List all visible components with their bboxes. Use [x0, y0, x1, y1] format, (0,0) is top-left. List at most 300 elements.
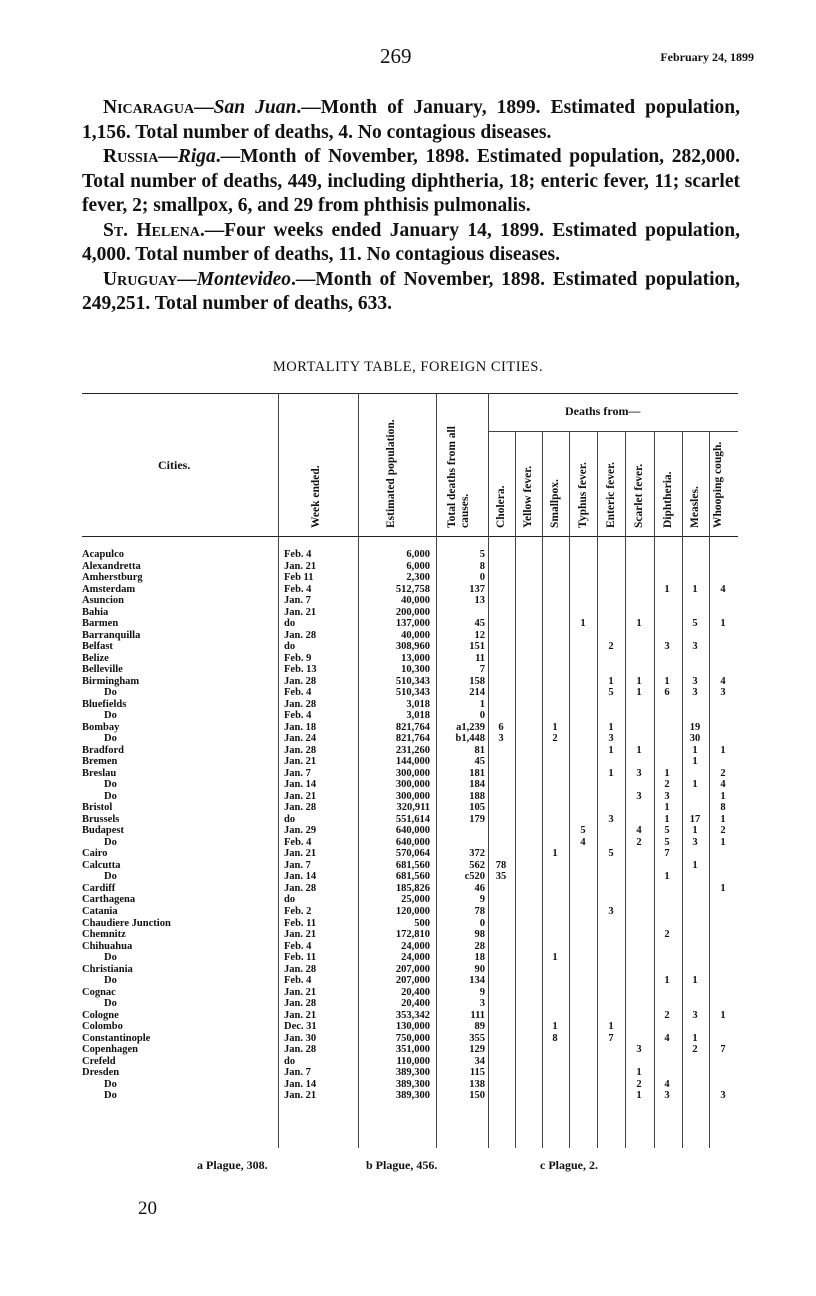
cell-scarlet-fever: 1	[636, 744, 642, 756]
cell-city: Do	[104, 975, 117, 987]
cell-measles: 30	[689, 733, 701, 745]
header-smallpox: Smallpox.	[549, 479, 561, 528]
cell-population: 3,018	[406, 710, 430, 722]
cell-cholera: 6	[498, 721, 504, 733]
header-typhus-fever: Typhus fever.	[577, 462, 589, 528]
cell-city: Acapulco	[82, 549, 124, 560]
cell-diphtheria: 6	[664, 687, 670, 699]
cell-population: 20,400	[401, 998, 430, 1010]
cell-city: Cardiff	[82, 882, 116, 894]
cell-total-deaths: 78	[474, 905, 485, 917]
table-row	[82, 618, 742, 630]
cell-measles: 1	[692, 744, 698, 756]
cell-week: Jan. 28	[284, 802, 317, 814]
cell-total-deaths: 90	[474, 963, 485, 975]
cell-total-deaths: 3	[479, 998, 485, 1010]
cell-population: 750,000	[395, 1032, 430, 1044]
cell-diphtheria: 1	[664, 813, 670, 825]
cell-total-deaths: 98	[474, 929, 485, 941]
cell-week: Jan. 21	[284, 929, 317, 941]
cell-diphtheria: 5	[664, 825, 670, 837]
table-row	[82, 929, 742, 941]
cell-measles: 3	[692, 836, 698, 848]
cell-diphtheria: 4	[664, 1032, 670, 1044]
cell-city: Christiania	[82, 963, 133, 975]
city-name: Riga	[177, 146, 216, 167]
cell-city: Do	[104, 790, 117, 802]
cell-total-deaths: 11	[475, 652, 485, 664]
cell-city: Calcutta	[82, 859, 121, 871]
cell-population: 10,300	[401, 664, 430, 676]
table-row	[82, 894, 742, 906]
cell-city: Do	[104, 1090, 117, 1102]
deaths-from-rule	[488, 431, 738, 432]
table-row	[82, 975, 742, 987]
cell-city: Barmen	[82, 618, 119, 630]
table-row	[82, 607, 742, 619]
cell-cholera: 3	[498, 733, 504, 745]
header-yellow-fever: Yellow fever.	[522, 465, 534, 528]
cell-diphtheria: 1	[664, 583, 670, 595]
footnotes	[0, 1158, 816, 1174]
table-top-rule	[82, 393, 738, 394]
cell-population: 640,000	[395, 825, 430, 837]
cell-population: 510,343	[395, 675, 430, 687]
cell-diphtheria: 2	[664, 779, 670, 791]
cell-week: Jan. 28	[284, 963, 317, 975]
cell-week: Feb. 11	[284, 917, 317, 929]
header-scarlet-fever: Scarlet fever.	[633, 463, 645, 528]
table-row	[82, 1010, 742, 1022]
cell-city: Belize	[82, 652, 109, 664]
cell-population: 320,911	[396, 802, 430, 814]
table-row	[82, 549, 742, 561]
cell-enteric-fever: 3	[608, 733, 614, 745]
cell-total-deaths: b1,448	[455, 733, 485, 745]
cell-week: Feb. 4	[284, 710, 312, 722]
cell-population: 144,000	[395, 756, 430, 768]
footnote-a: a Plague, 308.	[197, 1158, 268, 1172]
cell-week: Jan. 21	[284, 606, 317, 618]
table-row	[82, 802, 742, 814]
table-row	[82, 918, 742, 930]
mortality-table-body	[82, 549, 742, 1102]
table-row	[82, 883, 742, 895]
cell-measles: 3	[692, 1009, 698, 1021]
cell-city: Bristol	[82, 802, 113, 814]
cell-week: Jan. 7	[284, 595, 311, 607]
cell-population: 821,764	[395, 721, 430, 733]
cell-whooping-cough: 4	[720, 779, 726, 791]
cell-population: 353,342	[395, 1009, 430, 1021]
cell-city: Breslau	[82, 767, 117, 779]
cell-week: Jan. 28	[284, 744, 317, 756]
table-row	[82, 676, 742, 688]
cell-week: Jan. 7	[284, 1067, 311, 1079]
table-row	[82, 848, 742, 860]
cell-total-deaths: 0	[479, 917, 485, 929]
cell-total-deaths: 129	[469, 1044, 485, 1056]
table-row	[82, 1056, 742, 1068]
cell-city: Catania	[82, 905, 118, 917]
cell-total-deaths: 0	[479, 572, 485, 584]
cell-diphtheria: 4	[664, 1078, 670, 1090]
cell-week: do	[284, 618, 296, 630]
page-date: February 24, 1899	[660, 50, 754, 64]
cell-smallpox: 1	[552, 721, 558, 733]
cell-measles: 1	[692, 779, 698, 791]
cell-week: Jan. 28	[284, 1044, 317, 1056]
paragraph-text: .—Month of January, 1899. Estimated population, 1,156. Total number of deaths, 4. No contagious diseases.	[82, 97, 740, 143]
cell-total-deaths: 13	[474, 595, 485, 607]
cell-week: Feb. 4	[284, 940, 312, 952]
cell-week: Jan. 7	[284, 767, 311, 779]
header-enteric-fever: Enteric fever.	[605, 462, 617, 528]
cell-week: do	[284, 641, 296, 653]
page-number: 269	[380, 44, 412, 68]
cell-city: Do	[104, 1078, 117, 1090]
cell-total-deaths: 0	[479, 710, 485, 722]
cell-city: Bradford	[82, 744, 124, 756]
cell-total-deaths: 150	[469, 1090, 485, 1102]
cell-total-deaths: 46	[474, 882, 485, 894]
table-row	[82, 1044, 742, 1056]
cell-diphtheria: 3	[664, 790, 670, 802]
cell-population: 24,000	[401, 952, 430, 964]
report-paragraphs	[82, 96, 740, 317]
table-row	[82, 699, 742, 711]
cell-city: Do	[104, 710, 117, 722]
cell-week: do	[284, 894, 296, 906]
cell-total-deaths: 134	[469, 975, 485, 987]
cell-population: 551,614	[395, 813, 430, 825]
table-row	[82, 1033, 742, 1045]
cell-week: Jan. 7	[284, 859, 311, 871]
cell-city: Bombay	[82, 721, 120, 733]
cell-week: Jan. 21	[284, 986, 317, 998]
cell-scarlet-fever: 1	[636, 1090, 642, 1102]
cell-diphtheria: 1	[664, 767, 670, 779]
cell-city: Constantinople	[82, 1032, 151, 1044]
header-cities: Cities.	[158, 458, 191, 472]
table-row	[82, 825, 742, 837]
cell-week: Feb. 4	[284, 836, 312, 848]
table-row	[82, 906, 742, 918]
country-name: Nicaragua	[103, 97, 195, 118]
table-row	[82, 722, 742, 734]
table-row	[82, 768, 742, 780]
cell-week: Jan. 28	[284, 698, 317, 710]
cell-smallpox: 1	[552, 952, 558, 964]
cell-population: 6,000	[406, 560, 430, 572]
sheet-number: 20	[138, 1198, 157, 1219]
cell-total-deaths: c520	[464, 871, 485, 883]
table-row	[82, 779, 742, 791]
cell-week: Jan. 28	[284, 675, 317, 687]
cell-population: 821,764	[395, 733, 430, 745]
cell-total-deaths: 34	[474, 1055, 485, 1067]
cell-measles: 5	[692, 618, 698, 630]
header-deaths-from: Deaths from—	[565, 404, 641, 418]
paragraph-text: .—Month of November, 1898. Estimated population, 249,251. Total number of deaths, 633.	[82, 268, 740, 314]
cell-week: Jan. 18	[284, 721, 317, 733]
cell-city: Chemnitz	[82, 929, 126, 941]
cell-population: 24,000	[401, 940, 430, 952]
cell-population: 110,000	[396, 1055, 430, 1067]
cell-city: Cognac	[82, 986, 116, 998]
cell-population: 389,300	[395, 1078, 430, 1090]
cell-total-deaths: 89	[474, 1021, 485, 1033]
table-row	[82, 987, 742, 999]
table-row	[82, 630, 742, 642]
cell-whooping-cough: 4	[720, 675, 726, 687]
cell-population: 512,758	[395, 583, 430, 595]
cell-population: 570,064	[395, 848, 430, 860]
cell-week: Dec. 31	[284, 1021, 317, 1033]
cell-total-deaths: 1	[479, 698, 485, 710]
cell-total-deaths: 355	[469, 1032, 485, 1044]
cell-week: Jan. 21	[284, 756, 317, 768]
cell-city: Amsterdam	[82, 583, 136, 595]
cell-diphtheria: 3	[664, 641, 670, 653]
cell-total-deaths: 181	[469, 767, 485, 779]
cell-city: Do	[104, 998, 117, 1010]
cell-diphtheria: 1	[664, 675, 670, 687]
cell-total-deaths: 9	[479, 894, 485, 906]
cell-week: Feb. 11	[284, 952, 317, 964]
cell-city: Chaudiere Junction	[82, 917, 171, 929]
cell-measles: 17	[689, 813, 701, 825]
cell-week: Jan. 21	[284, 560, 317, 572]
cell-total-deaths: 179	[469, 813, 485, 825]
cell-scarlet-fever: 1	[636, 675, 642, 687]
paragraph-nicaragua: Nicaragua—San Juan.—Month of January, 1899. Estimated population, 1,156. Total number of deaths, 4. No contagious diseases.	[82, 97, 740, 143]
cell-city: Do	[104, 871, 117, 883]
cell-whooping-cough: 3	[720, 687, 726, 699]
cell-scarlet-fever: 4	[636, 825, 642, 837]
table-row	[82, 791, 742, 803]
cell-diphtheria: 1	[664, 871, 670, 883]
cell-city: Amherstburg	[82, 572, 143, 584]
cell-whooping-cough: 4	[720, 583, 726, 595]
cell-population: 6,000	[406, 549, 430, 560]
cell-total-deaths: 158	[469, 675, 485, 687]
cell-scarlet-fever: 2	[636, 1078, 642, 1090]
cell-smallpox: 1	[552, 1021, 558, 1033]
cell-total-deaths: 45	[474, 618, 485, 630]
cell-population: 681,560	[395, 859, 430, 871]
cell-whooping-cough: 2	[720, 767, 726, 779]
cell-enteric-fever: 5	[608, 687, 614, 699]
header-week: Week ended.	[310, 465, 322, 528]
cell-week: Feb. 4	[284, 687, 312, 699]
cell-total-deaths: 188	[469, 790, 485, 802]
cell-whooping-cough: 1	[720, 618, 726, 630]
table-row	[82, 1021, 742, 1033]
table-row	[82, 710, 742, 722]
cell-population: 13,000	[401, 652, 430, 664]
cell-diphtheria: 5	[664, 836, 670, 848]
cell-total-deaths: 12	[474, 629, 485, 641]
table-row	[82, 733, 742, 745]
cell-city: Brussels	[82, 813, 120, 825]
cell-population: 3,018	[406, 698, 430, 710]
cell-total-deaths: 115	[469, 1067, 485, 1079]
cell-week: Feb. 9	[284, 652, 312, 664]
cell-scarlet-fever: 3	[636, 1044, 642, 1056]
cell-city: Cologne	[82, 1009, 119, 1021]
cell-week: Feb. 4	[284, 975, 312, 987]
cell-week: Jan. 24	[284, 733, 317, 745]
table-row	[82, 952, 742, 964]
page-header	[0, 44, 816, 74]
cell-whooping-cough: 2	[720, 825, 726, 837]
cell-measles: 3	[692, 687, 698, 699]
table-row	[82, 664, 742, 676]
cell-city: Do	[104, 952, 117, 964]
cell-total-deaths: 18	[474, 952, 485, 964]
cell-measles: 1	[692, 825, 698, 837]
header-whooping-cough: Whooping cough.	[712, 441, 724, 528]
cell-population: 2,300	[406, 572, 430, 584]
cell-week: Jan. 14	[284, 1078, 317, 1090]
cell-week: Jan. 30	[284, 1032, 317, 1044]
city-name: San Juan	[213, 97, 297, 118]
cell-week: do	[284, 813, 296, 825]
cell-total-deaths: 151	[469, 641, 485, 653]
cell-city: Bahia	[82, 606, 109, 618]
footnote-b: b Plague, 456.	[366, 1158, 438, 1172]
cell-smallpox: 2	[552, 733, 558, 745]
cell-measles: 1	[692, 583, 698, 595]
city-name: Montevideo	[196, 268, 291, 290]
cell-city: Belleville	[82, 664, 123, 676]
cell-city: Barranquilla	[82, 629, 141, 641]
footnote-c: c Plague, 2.	[540, 1158, 598, 1172]
cell-whooping-cough: 1	[720, 882, 726, 894]
paragraph-st-helena	[82, 219, 740, 268]
cell-population: 207,000	[395, 975, 430, 987]
cell-city: Belfast	[82, 641, 113, 653]
cell-population: 20,400	[401, 986, 430, 998]
cell-week: Jan. 21	[284, 1009, 317, 1021]
cell-enteric-fever: 1	[608, 721, 614, 733]
country-name: Russia	[103, 146, 159, 167]
paragraph-uruguay: Uruguay—Montevideo.—Month of November, 1898. Estimated population, 249,251. Total number of deaths, 633.	[82, 268, 740, 314]
cell-scarlet-fever: 1	[636, 1067, 642, 1079]
table-row	[82, 756, 742, 768]
table-row	[82, 687, 742, 699]
cell-total-deaths: 214	[469, 687, 485, 699]
table-row	[82, 561, 742, 573]
cell-week: Feb 11	[284, 572, 314, 584]
table-row	[82, 837, 742, 849]
cell-enteric-fever: 7	[608, 1032, 614, 1044]
cell-population: 300,000	[395, 790, 430, 802]
table-row	[82, 998, 742, 1010]
cell-whooping-cough: 7	[720, 1044, 726, 1056]
cell-population: 40,000	[401, 629, 430, 641]
cell-total-deaths: 111	[470, 1009, 485, 1021]
paragraph-text: .—Month of November, 1898. Estimated population, 282,000. Total number of deaths, 449, including diphtheria, 18; enteric fever, 11; scarlet fever, 2; smallpox, 6, and 29 from phthisis pulmonalis.	[82, 146, 740, 216]
cell-typhus-fever: 1	[580, 618, 586, 630]
cell-measles: 1	[692, 1032, 698, 1044]
cell-smallpox: 1	[552, 848, 558, 860]
cell-cholera: 35	[495, 871, 507, 883]
cell-total-deaths: 137	[469, 583, 485, 595]
table-row	[82, 860, 742, 872]
cell-city: Bluefields	[82, 698, 127, 710]
cell-week: Jan. 21	[284, 1090, 317, 1102]
country-name: St. Helena	[103, 219, 200, 241]
cell-total-deaths: 45	[474, 756, 485, 768]
cell-city: Chihuahua	[82, 940, 133, 952]
table-row	[82, 1079, 742, 1091]
cell-population: 172,810	[395, 929, 430, 941]
cell-population: 308,960	[395, 641, 430, 653]
cell-population: 137,000	[395, 618, 430, 630]
cell-cholera: 78	[495, 859, 507, 871]
table-row	[82, 1090, 742, 1102]
cell-scarlet-fever: 1	[636, 687, 642, 699]
cell-population: 681,560	[395, 871, 430, 883]
table-title: MORTALITY TABLE, FOREIGN CITIES.	[272, 359, 544, 375]
table-row	[82, 964, 742, 976]
cell-whooping-cough: 8	[720, 802, 726, 814]
cell-whooping-cough: 1	[720, 1009, 726, 1021]
cell-enteric-fever: 1	[608, 1021, 614, 1033]
cell-enteric-fever: 3	[608, 813, 614, 825]
cell-population: 510,343	[395, 687, 430, 699]
cell-total-deaths: 9	[479, 986, 485, 998]
cell-city: Do	[104, 733, 117, 745]
cell-city: Colombo	[82, 1021, 123, 1033]
table-header-rule	[82, 536, 738, 537]
cell-population: 640,000	[395, 836, 430, 848]
cell-week: Feb. 13	[284, 664, 317, 676]
header-population: Estimated population.	[385, 419, 397, 528]
cell-scarlet-fever: 3	[636, 790, 642, 802]
cell-city: Cairo	[82, 848, 108, 860]
cell-week: Feb. 4	[284, 583, 312, 595]
cell-measles: 1	[692, 859, 698, 871]
cell-enteric-fever: 1	[608, 744, 614, 756]
cell-city: Asuncion	[82, 595, 125, 607]
cell-week: do	[284, 1055, 296, 1067]
cell-measles: 2	[692, 1044, 698, 1056]
cell-total-deaths: 372	[469, 848, 485, 860]
cell-diphtheria: 2	[664, 929, 670, 941]
cell-scarlet-fever: 2	[636, 836, 642, 848]
cell-week: Feb. 2	[284, 905, 312, 917]
cell-measles: 3	[692, 641, 698, 653]
cell-week: Jan. 29	[284, 825, 317, 837]
cell-measles: 1	[692, 756, 698, 768]
cell-whooping-cough: 1	[720, 813, 726, 825]
cell-city: Copenhagen	[82, 1044, 139, 1056]
cell-city: Bremen	[82, 756, 118, 768]
cell-total-deaths: 562	[469, 859, 485, 871]
cell-city: Crefeld	[82, 1055, 116, 1067]
cell-whooping-cough: 1	[720, 836, 726, 848]
table-row	[82, 572, 742, 584]
paragraph-text: .—Four weeks ended January 14, 1899. Estimated population, 4,000. Total number of deaths, 11. No contagious diseases.	[82, 219, 740, 265]
table-row	[82, 745, 742, 757]
cell-city: Dresden	[82, 1067, 120, 1079]
cell-typhus-fever: 5	[580, 825, 586, 837]
cell-population: 351,000	[395, 1044, 430, 1056]
cell-enteric-fever: 2	[608, 641, 614, 653]
